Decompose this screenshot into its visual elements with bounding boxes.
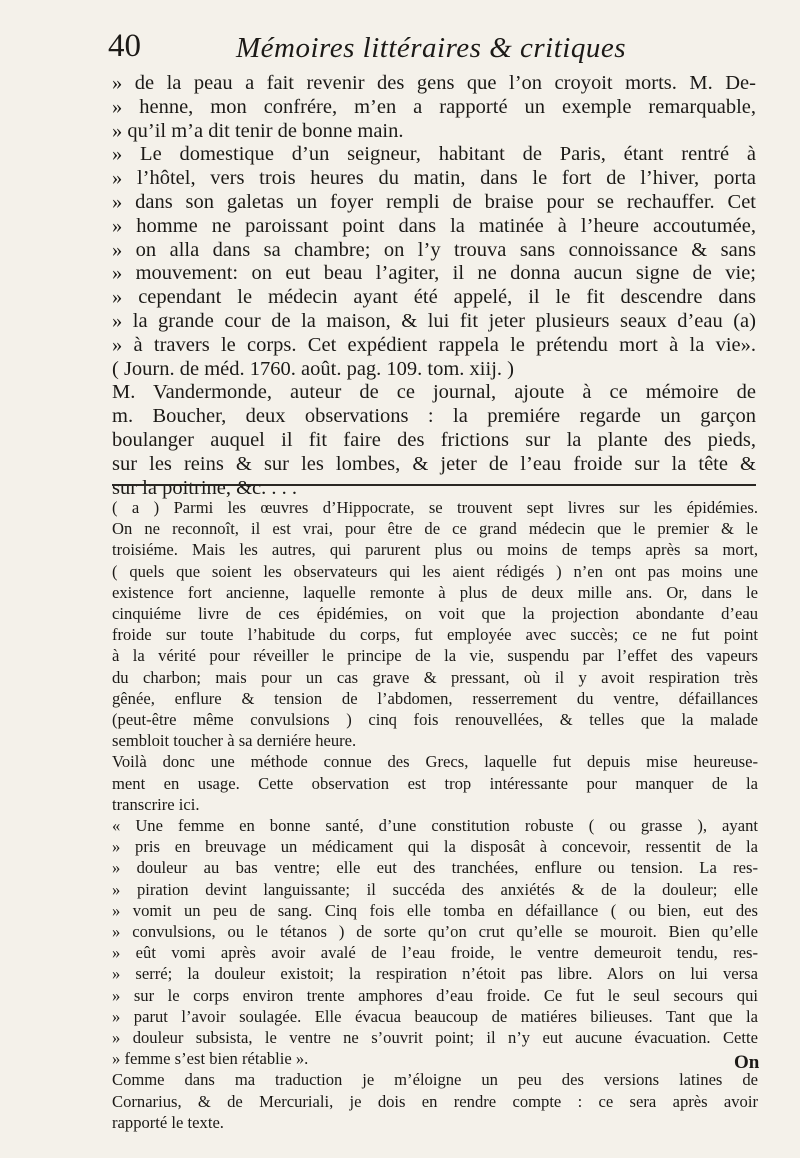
- footnote-line: cinquiéme livre de ces épidémies, on voit que la projection abondante d’eau: [112, 604, 758, 624]
- footnote-line: » sur le corps environ trente amphores d’eau froide. Ce fut le seul secours qui: [112, 985, 758, 1005]
- text-line: sur la poitrine, &c. . . .: [112, 476, 298, 499]
- footnote-line: » douleur au bas ventre; elle eut des tranchées, enflure ou tension. La res-: [112, 858, 758, 878]
- text-line: » homme ne paroissant point dans la matinée à l’heure accoutumée,: [112, 214, 756, 237]
- footnote-line: existence fort ancienne, laquelle remonte à plus de deux mille ans. Or, dans le: [112, 582, 758, 602]
- footnote-line: ment en usage. Cette observation est trop intéressante pour manquer de la: [112, 773, 758, 793]
- text-line: » qu’il m’a dit tenir de bonne main.: [112, 119, 404, 142]
- footnote-line: ( a ) Parmi les œuvres d’Hippocrate, se trouvent sept livres sur les épidémies.: [112, 498, 758, 517]
- footnote-line: » femme s’est bien rétablie ».: [112, 1049, 309, 1069]
- text-line: ( Journ. de méd. 1760. août. pag. 109. tom. xiij. ): [112, 357, 514, 380]
- page-header: [108, 28, 758, 68]
- footnote-line: (peut-être même convulsions ) cinq fois renouvellées, & telles que la malade: [112, 710, 758, 730]
- text-line: sur les reins & sur les lombes, & jeter de l’eau froide sur la tête &: [112, 452, 756, 475]
- text-line: boulanger auquel il fit faire des frictions sur la plante des pieds,: [112, 428, 756, 451]
- footnote-line: gênée, enflure & tension de l’abdomen, resserrement du ventre, défaillances: [112, 688, 758, 708]
- footnote-line: « Une femme en bonne santé, d’une constitution robuste ( ou grasse ), ayant: [112, 816, 758, 836]
- text-line: » la grande cour de la maison, & lui fit jeter plusieurs seaux d’eau (a): [112, 309, 756, 332]
- text-line: » de la peau a fait revenir des gens que l’on croyoit morts. M. De-: [112, 72, 756, 94]
- footnote-line: sembloit toucher à sa derniére heure.: [112, 731, 357, 751]
- running-title: Mémoires littéraires & critiques: [236, 32, 626, 64]
- text-line: » on alla dans sa chambre; on l’y trouva sans connoissance & sans: [112, 238, 756, 261]
- footnote-line: Voilà donc une méthode connue des Grecs, laquelle fut depuis mise heureuse-: [112, 752, 758, 772]
- text-line: » Le domestique d’un seigneur, habitant de Paris, étant rentré à: [112, 143, 756, 166]
- text-line: » l’hôtel, vers trois heures du matin, dans le fort de l’hiver, porta: [112, 167, 756, 190]
- footnote-line: Comme dans ma traduction je m’éloigne un peu des versions latines de: [112, 1070, 758, 1090]
- text-line: M. Vandermonde, auteur de ce journal, ajoute à ce mémoire de: [112, 381, 756, 404]
- footnote-line: On ne reconnoît, il est vrai, pour être de ce grand médecin que le premier & le: [112, 519, 758, 539]
- footnote-line: à la vérité pour réveiller le principe de la vie, suspendu par l’effet des vapeurs: [112, 646, 758, 666]
- footnote-line: ( quels que soient les observateurs qui les aient rédigés ) n’en ont pas moins une: [112, 561, 758, 581]
- catchword: On: [734, 1052, 760, 1073]
- text-line: » cependant le médecin ayant été appelé, il le fit descendre dans: [112, 286, 756, 309]
- footnote-line: froide sur toute l’habitude du corps, fut employée avec succès; ce ne fut point: [112, 625, 758, 645]
- main-text-block: [112, 72, 756, 500]
- footnote-line: rapporté le texte.: [112, 1112, 224, 1132]
- footnote-line: » vomit un peu de sang. Cinq fois elle tomba en défaillance ( ou bien, eut des: [112, 900, 758, 920]
- page-number: 40: [108, 28, 141, 64]
- footnote-line: » piration devint languissante; il succéda des anxiétés & de la douleur; elle: [112, 879, 758, 899]
- text-line: » mouvement: on eut beau l’agiter, il ne donna aucun signe de vie;: [112, 262, 756, 285]
- footnote-line: » eût vomi après avoir avalé de l’eau froide, le ventre demeuroit tendu, res-: [112, 943, 758, 963]
- footnote-block: [112, 497, 758, 1133]
- footnote-separator-rule: [112, 484, 756, 486]
- footnote-line: Cornarius, & de Mercuriali, je dois en rendre compte : ce sera après avoir: [112, 1091, 758, 1111]
- text-line: » dans son galetas un foyer rempli de braise pour se rechauffer. Cet: [112, 190, 756, 213]
- text-line: » henne, mon confrére, m’en a rapporté un exemple remarquable,: [112, 95, 756, 118]
- footnote-line: » convulsions, ou le tétanos ) de sorte qu’on crut qu’elle se mouroit. Bien qu’elle: [112, 922, 758, 942]
- footnote-line: troisiéme. Mais les autres, qui parurent plus ou moins de temps après sa mort,: [112, 540, 758, 560]
- text-line: m. Boucher, deux observations : la premiére regarde un garçon: [112, 405, 756, 428]
- footnote-line: du charbon; mais pour un cas grave & pressant, où il y avoit respiration très: [112, 667, 758, 687]
- footnote-line: » parut l’avoir soulagée. Elle évacua beaucoup de matiéres bilieuses. Tant que la: [112, 1006, 758, 1026]
- footnote-line: » douleur subsista, le ventre ne s’ouvrit point; il n’y eut aucune évacuation. Cette: [112, 1028, 758, 1048]
- footnote-line: » serré; la douleur existoit; la respiration n’étoit pas libre. Alors on lui versa: [112, 964, 758, 984]
- text-line: » à travers le corps. Cet expédient rappela le prétendu mort à la vie».: [112, 333, 756, 356]
- footnote-line: transcrire ici.: [112, 794, 200, 814]
- footnote-line: » pris en breuvage un médicament qui la disposât à concevoir, ressentit de la: [112, 837, 758, 857]
